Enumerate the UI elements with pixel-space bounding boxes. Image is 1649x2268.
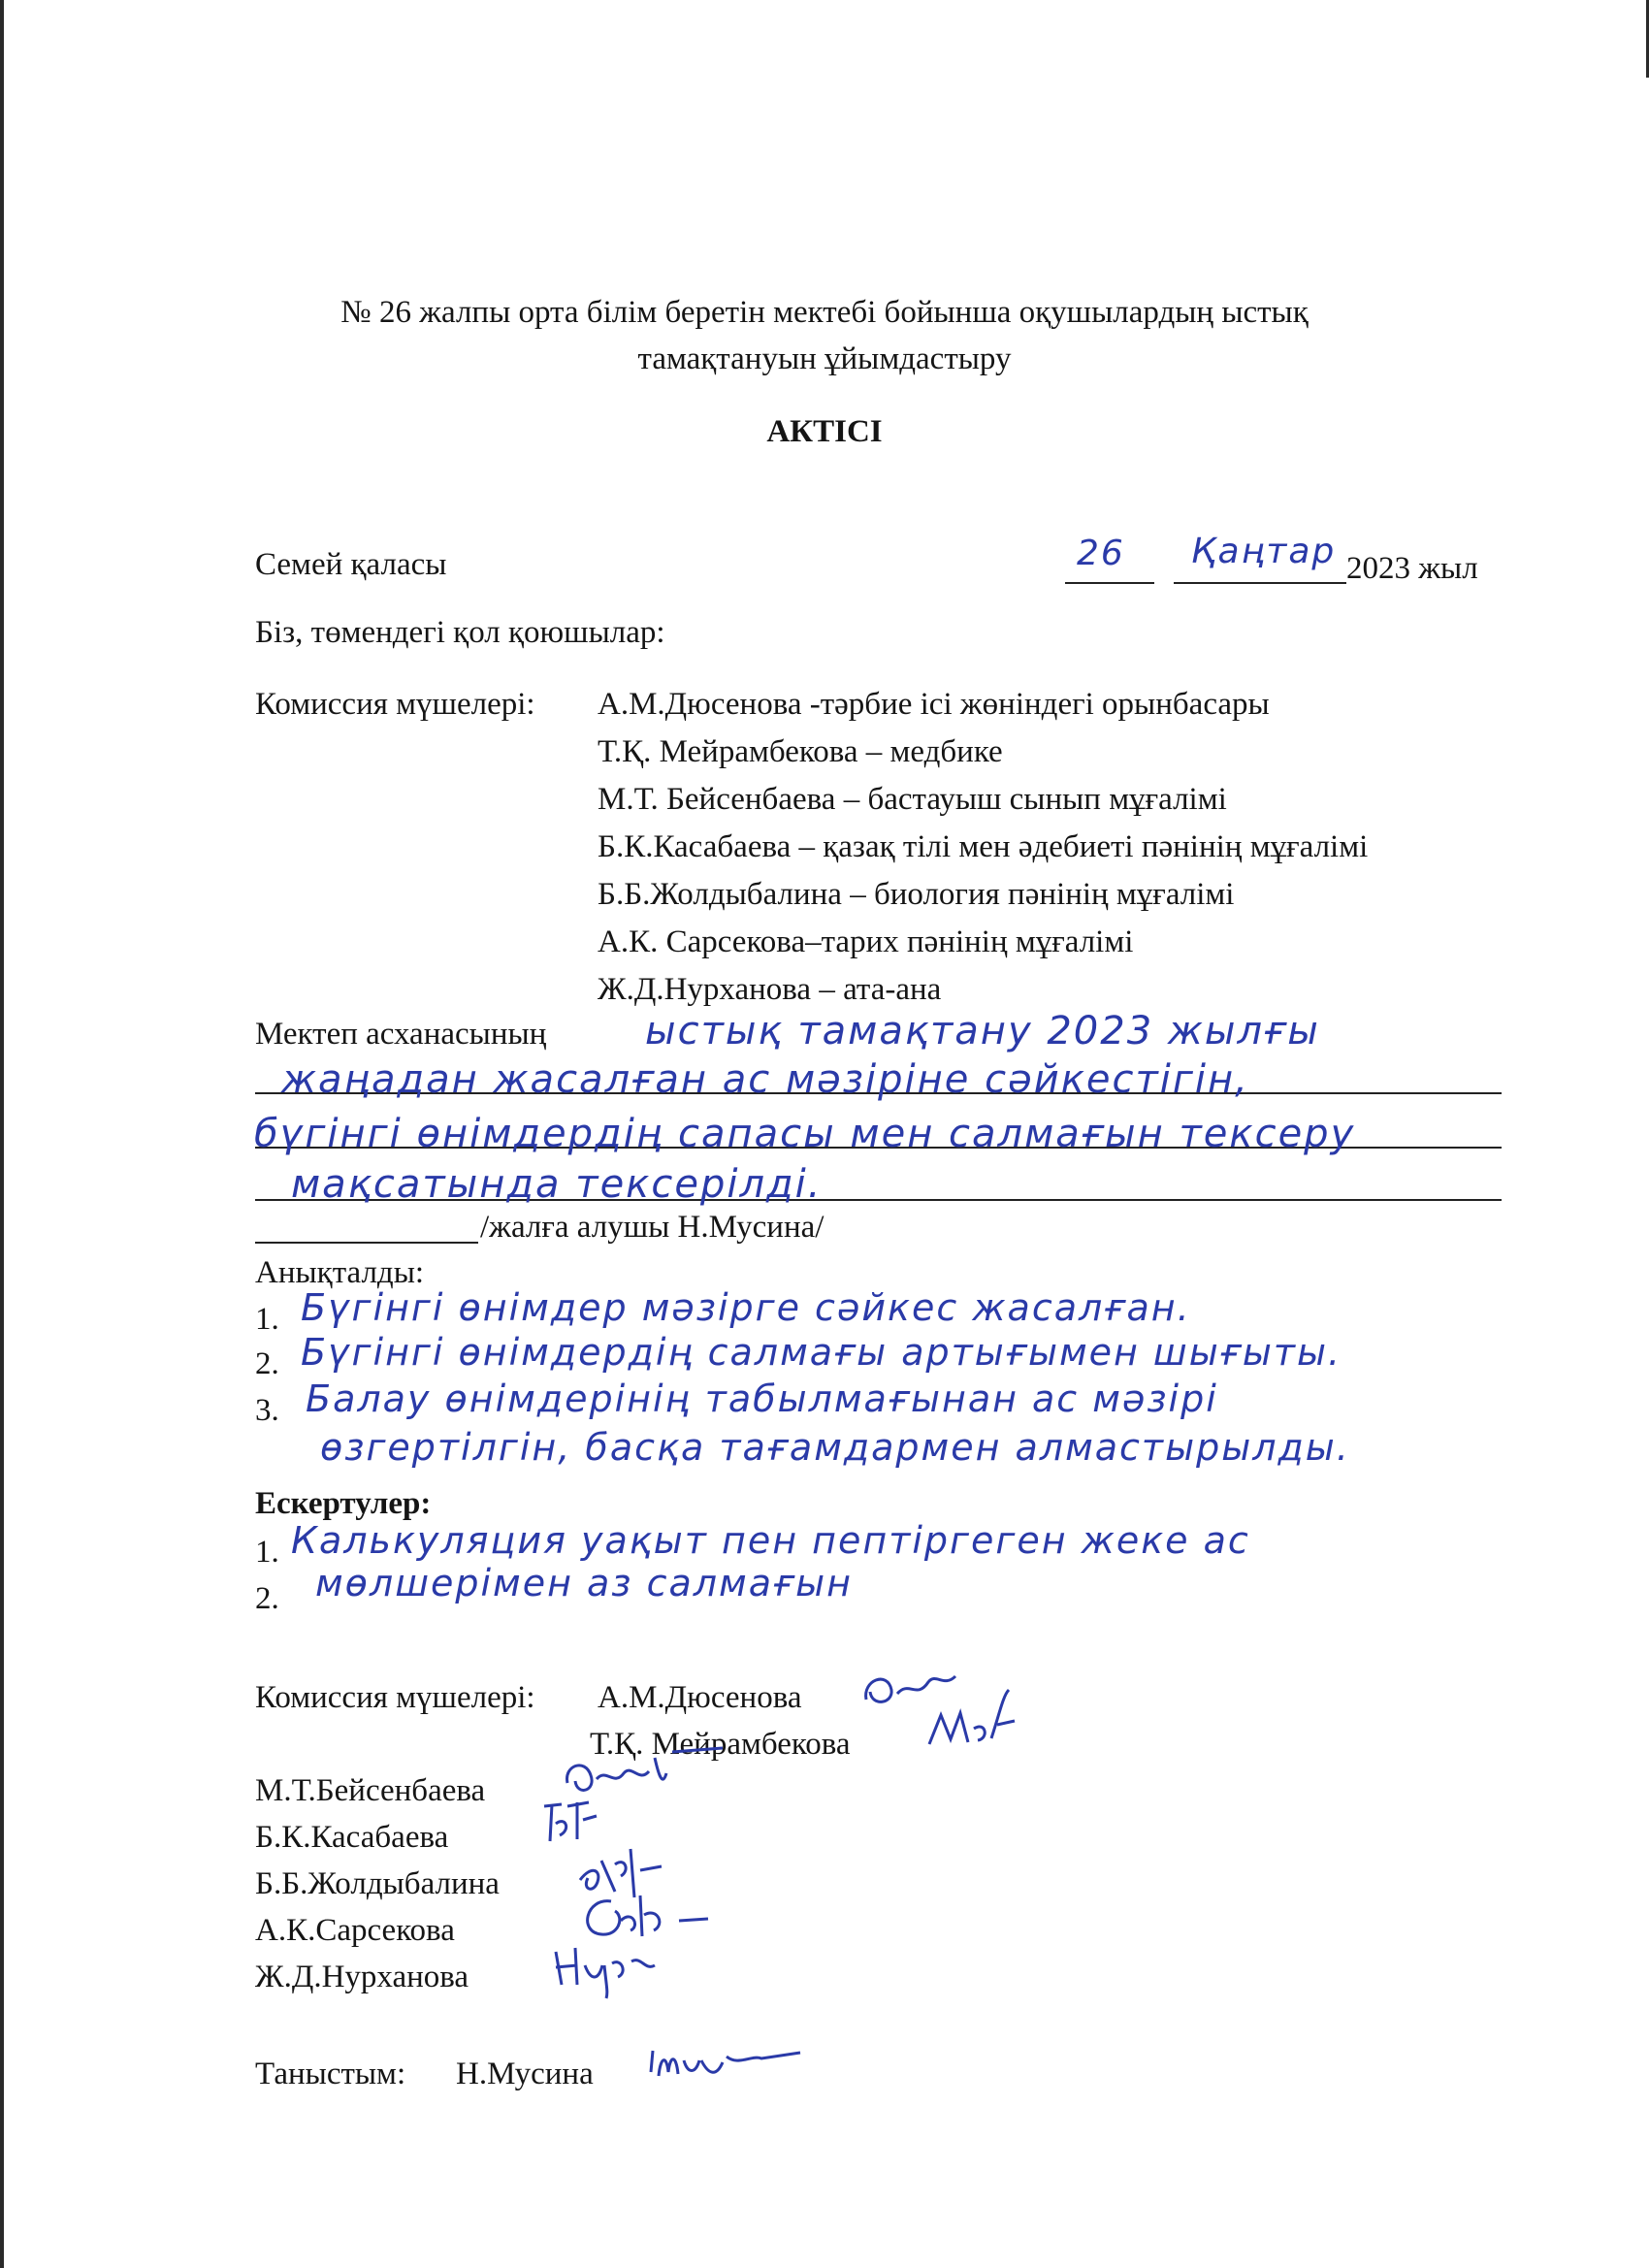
signer-name: Т.Қ. Мейрамбекова — [590, 1727, 851, 1762]
date-month-handwritten: Қаңтар — [1191, 532, 1337, 571]
found-handwritten-item: өзгертілгін, басқа тағамдармен алмастырылды. — [320, 1426, 1350, 1469]
found-number: 2. — [255, 1346, 279, 1381]
canteen-handwritten-line: ыстық тамақтану 2023 жылғы — [645, 1009, 1320, 1053]
found-handwritten-item: Балау өнімдерінің табылмағынан ас мәзірі — [306, 1377, 1218, 1420]
canteen-handwritten-line: жаңадан жасалған ас мәзіріне сәйкестігін, — [281, 1057, 1249, 1102]
signer-name: Б.Б.Жолдыбалина — [255, 1866, 500, 1901]
signature-musina — [645, 2037, 810, 2086]
member-line: А.К. Сарсекова–тарих пәнінің мұғалімі — [598, 924, 1134, 959]
sign-commission-label: Комиссия мүшелері: — [255, 1680, 535, 1715]
signer-name: А.К.Сарсекова — [255, 1913, 455, 1948]
acknowledged-name: Н.Мусина — [456, 2057, 594, 2091]
member-line: А.М.Дюсенова -тәрбие ісі жөніндегі орынбасары — [598, 687, 1270, 722]
found-handwritten-item: Бүгінгі өнімдер мәзірге сәйкес жасалған. — [301, 1286, 1191, 1329]
signer-name: Ж.Д.Нурханова — [255, 1960, 469, 1994]
found-number: 3. — [255, 1393, 279, 1428]
document-title-line2: тамақтануын ұйымдастыру — [637, 341, 1012, 376]
document-title-line1: № 26 жалпы орта білім беретін мектебі бойынша оқушылардың ыстық — [340, 295, 1309, 330]
member-line: Б.К.Касабаева – қазақ тілі мен әдебиеті пәнінің мұғалімі — [598, 829, 1369, 864]
intro-text: Біз, төмендегі қол қоюшылар: — [255, 615, 665, 650]
signature-nurhanova — [548, 1936, 684, 1999]
remarks-label: Ескертулер: — [255, 1486, 432, 1521]
date-month-underline — [1174, 582, 1346, 584]
signature-meirambekova — [922, 1686, 1018, 1764]
member-line: Т.Қ. Мейрамбекова – медбике — [598, 734, 1003, 769]
date-day-handwritten: 26 — [1077, 534, 1125, 573]
member-line: М.Т. Бейсенбаева – бастауыш сынып мұғалімі — [598, 782, 1227, 817]
acknowledged-label: Таныстым: — [255, 2057, 406, 2091]
signature-beisenbaeva — [558, 1744, 732, 1802]
found-label: Анықталды: — [255, 1255, 425, 1290]
remark-number: 1. — [255, 1535, 279, 1570]
tenant-fill-line — [255, 1242, 478, 1244]
commission-label: Комиссия мүшелері: — [255, 687, 535, 722]
signer-name: Б.К.Касабаева — [255, 1820, 449, 1855]
found-number: 1. — [255, 1302, 279, 1337]
date-year: 2023 жыл — [1346, 551, 1478, 586]
canteen-handwritten-line: бүгінгі өнімдердің сапасы мен салмағын тексеру — [254, 1112, 1356, 1156]
canteen-label: Мектеп асханасының — [255, 1017, 547, 1052]
found-handwritten-item: Бүгінгі өнімдердің салмағы артығымен шығыты. — [301, 1331, 1342, 1374]
remark-handwritten-item: мөлшерімен аз салмағын — [315, 1562, 853, 1604]
date-day-underline — [1065, 582, 1154, 584]
tenant-label: /жалға алушы Н.Мусина/ — [480, 1210, 824, 1245]
remark-handwritten-item: Калькуляция уақыт пен пептіргеген жеке ас — [291, 1519, 1250, 1562]
member-line: Б.Б.Жолдыбалина – биология пәнінің мұғалімі — [598, 877, 1235, 912]
signer-name: М.Т.Бейсенбаева — [255, 1773, 486, 1808]
member-line: Ж.Д.Нурханова – ата-ана — [598, 972, 942, 1007]
remark-number: 2. — [255, 1581, 279, 1616]
act-heading: АКТІСІ — [766, 414, 883, 449]
canteen-handwritten-line: мақсатында тексерілді. — [291, 1162, 823, 1207]
signer-name: А.М.Дюсенова — [598, 1680, 802, 1715]
city-label: Семей қаласы — [255, 547, 447, 582]
